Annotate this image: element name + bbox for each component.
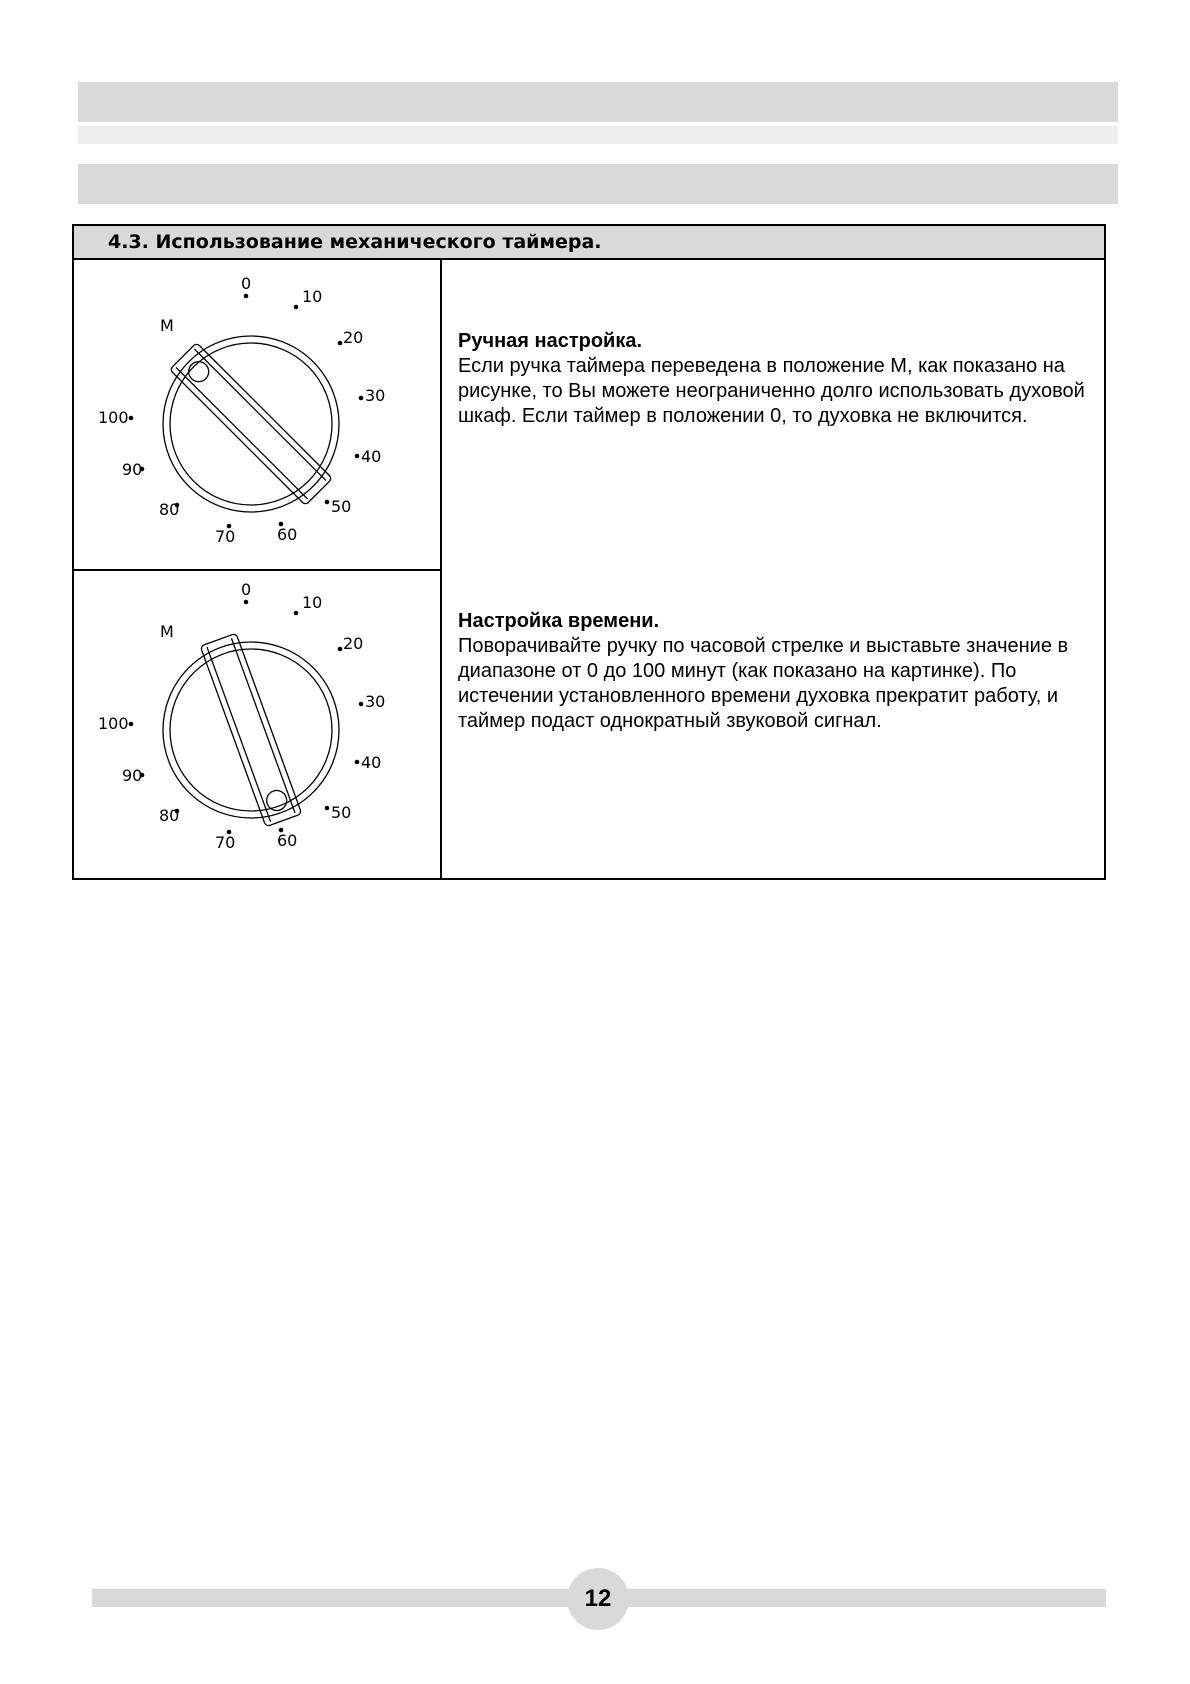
dial-label-80: 80 [159, 500, 180, 519]
dial-label-60: 60 [277, 831, 298, 850]
section-title: 4.3. Использование механического таймера. [74, 226, 1104, 260]
timer-dial-time [74, 576, 440, 876]
dial-label-50: 50 [331, 803, 352, 822]
dial-label-0: 0 [241, 274, 252, 293]
dial-label-80: 80 [159, 806, 180, 825]
dial-label-70: 70 [215, 527, 236, 546]
header-divider [78, 126, 1118, 144]
dial-label-20: 20 [343, 634, 364, 653]
dial-label-100: 100 [98, 714, 129, 733]
dial-label-30: 30 [365, 692, 386, 711]
dial-label-10: 10 [302, 593, 323, 612]
timer-knob [163, 336, 339, 512]
dial-label-40: 40 [361, 753, 382, 772]
dial-label-10: 10 [302, 287, 323, 306]
manual-setting-heading: Ручная настройка. [458, 330, 643, 352]
subheader-bar [78, 164, 1118, 204]
dial-label-90: 90 [122, 460, 143, 479]
dial-label-0: 0 [241, 580, 252, 599]
header-bar [78, 82, 1118, 122]
timer-dial-manual-illustration [74, 270, 440, 570]
dial-label-m: М [160, 316, 174, 335]
dial-label-30: 30 [365, 386, 386, 405]
dial-label-m: М [160, 622, 174, 641]
page-number: 12 [567, 1568, 629, 1630]
dial-label-60: 60 [277, 525, 298, 544]
time-setting-heading: Настройка времени. [458, 610, 660, 632]
timer-table [72, 224, 1106, 880]
time-setting-section [458, 609, 1088, 734]
dial-label-50: 50 [331, 497, 352, 516]
dial-label-70: 70 [215, 833, 236, 852]
dial-label-90: 90 [122, 766, 143, 785]
time-setting-text: Поворачивайте ручку по часовой стрелке и выставьте значение в диапазоне от 0 до 100 минут (как показано на картинке). По истечении установленного времени духовка прекратит работу, и таймер подаст однократный звуковой сигнал. [458, 635, 1069, 732]
manual-setting-text: Если ручка таймера переведена в положение М, как показано на рисунке, то Вы можете неограниченно долго использовать духовой шкаф. Если таймер в положении 0, то духовка не включится. [458, 355, 1085, 427]
dial-label-20: 20 [343, 328, 364, 347]
timer-knob [163, 633, 339, 826]
manual-setting-section [458, 329, 1088, 429]
timer-dial-manual [74, 270, 440, 570]
dial-label-40: 40 [361, 447, 382, 466]
timer-dial-time-illustration [74, 576, 440, 876]
dial-label-100: 100 [98, 408, 129, 427]
